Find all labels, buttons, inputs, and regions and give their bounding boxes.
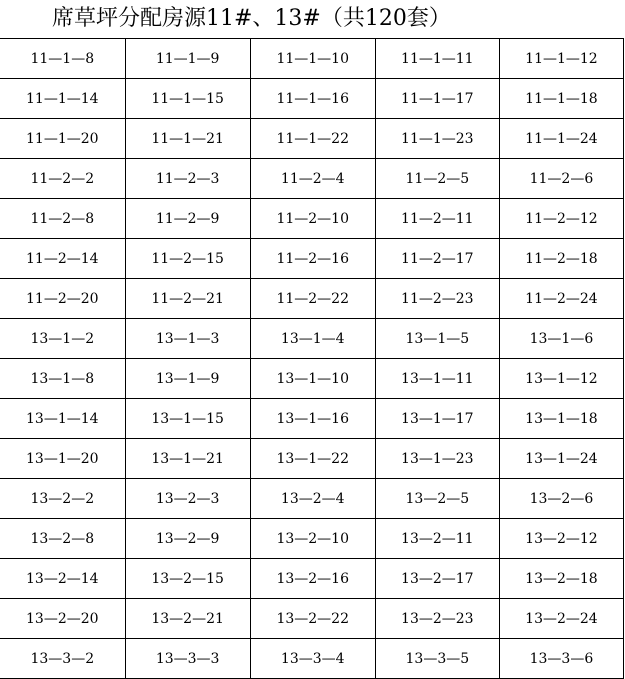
unit-cell: 13—2—16 bbox=[250, 559, 375, 599]
unit-cell: 13—2—2 bbox=[0, 479, 125, 519]
table-row bbox=[0, 399, 624, 439]
unit-cell: 11—1—22 bbox=[250, 119, 375, 159]
table-row bbox=[0, 199, 624, 239]
unit-cell: 13—3—3 bbox=[125, 639, 250, 679]
unit-cell: 13—2—15 bbox=[125, 559, 250, 599]
unit-cell: 11—1—18 bbox=[499, 79, 623, 119]
unit-cell: 11—1—11 bbox=[375, 39, 499, 79]
unit-cell: 13—1—21 bbox=[125, 439, 250, 479]
table-row bbox=[0, 599, 624, 639]
page-title: 席草坪分配房源11#、13#（共120套） bbox=[52, 6, 451, 31]
unit-cell: 13—1—12 bbox=[499, 359, 623, 399]
table-row bbox=[0, 119, 624, 159]
unit-cell: 11—2—5 bbox=[375, 159, 499, 199]
unit-cell: 11—2—3 bbox=[125, 159, 250, 199]
unit-cell: 11—2—12 bbox=[499, 199, 623, 239]
unit-cell: 11—1—14 bbox=[0, 79, 125, 119]
unit-cell: 13—1—17 bbox=[375, 399, 499, 439]
table-row bbox=[0, 39, 624, 79]
unit-cell: 11—1—16 bbox=[250, 79, 375, 119]
unit-cell: 11—2—11 bbox=[375, 199, 499, 239]
unit-cell: 13—1—14 bbox=[0, 399, 125, 439]
unit-cell: 13—1—2 bbox=[0, 319, 125, 359]
unit-cell: 13—1—22 bbox=[250, 439, 375, 479]
table-row bbox=[0, 79, 624, 119]
unit-cell: 11—2—10 bbox=[250, 199, 375, 239]
unit-cell: 11—2—22 bbox=[250, 279, 375, 319]
unit-cell: 13—1—4 bbox=[250, 319, 375, 359]
unit-cell: 13—2—9 bbox=[125, 519, 250, 559]
table-row bbox=[0, 639, 624, 679]
table-body bbox=[0, 39, 624, 679]
unit-cell: 13—2—3 bbox=[125, 479, 250, 519]
unit-cell: 11—1—15 bbox=[125, 79, 250, 119]
unit-cell: 11—1—9 bbox=[125, 39, 250, 79]
unit-cell: 11—1—10 bbox=[250, 39, 375, 79]
unit-cell: 11—2—23 bbox=[375, 279, 499, 319]
unit-cell: 11—2—20 bbox=[0, 279, 125, 319]
unit-cell: 11—2—15 bbox=[125, 239, 250, 279]
unit-cell: 11—2—4 bbox=[250, 159, 375, 199]
unit-cell: 13—1—11 bbox=[375, 359, 499, 399]
unit-cell: 11—1—24 bbox=[499, 119, 623, 159]
unit-cell: 13—2—23 bbox=[375, 599, 499, 639]
unit-cell: 13—2—24 bbox=[499, 599, 623, 639]
unit-cell: 11—2—21 bbox=[125, 279, 250, 319]
unit-cell: 13—1—20 bbox=[0, 439, 125, 479]
unit-cell: 13—2—4 bbox=[250, 479, 375, 519]
unit-cell: 11—1—20 bbox=[0, 119, 125, 159]
unit-cell: 13—2—11 bbox=[375, 519, 499, 559]
unit-cell: 13—2—12 bbox=[499, 519, 623, 559]
unit-cell: 11—1—21 bbox=[125, 119, 250, 159]
table-row bbox=[0, 439, 624, 479]
unit-cell: 13—1—16 bbox=[250, 399, 375, 439]
table-row bbox=[0, 519, 624, 559]
unit-cell: 11—1—17 bbox=[375, 79, 499, 119]
unit-cell: 11—2—8 bbox=[0, 199, 125, 239]
unit-cell: 13—1—15 bbox=[125, 399, 250, 439]
unit-cell: 11—2—18 bbox=[499, 239, 623, 279]
unit-cell: 13—1—8 bbox=[0, 359, 125, 399]
table-row bbox=[0, 559, 624, 599]
unit-cell: 13—2—17 bbox=[375, 559, 499, 599]
unit-cell: 13—2—8 bbox=[0, 519, 125, 559]
unit-cell: 13—3—2 bbox=[0, 639, 125, 679]
unit-cell: 11—2—16 bbox=[250, 239, 375, 279]
unit-cell: 13—2—14 bbox=[0, 559, 125, 599]
table-row bbox=[0, 239, 624, 279]
unit-cell: 13—1—5 bbox=[375, 319, 499, 359]
unit-cell: 13—1—10 bbox=[250, 359, 375, 399]
unit-cell: 11—2—2 bbox=[0, 159, 125, 199]
table-row bbox=[0, 279, 624, 319]
unit-cell: 13—1—9 bbox=[125, 359, 250, 399]
unit-cell: 13—1—18 bbox=[499, 399, 623, 439]
unit-cell: 11—2—14 bbox=[0, 239, 125, 279]
unit-cell: 11—1—23 bbox=[375, 119, 499, 159]
unit-cell: 13—2—20 bbox=[0, 599, 125, 639]
unit-cell: 11—2—17 bbox=[375, 239, 499, 279]
unit-cell: 13—1—23 bbox=[375, 439, 499, 479]
unit-cell: 11—1—8 bbox=[0, 39, 125, 79]
unit-cell: 11—2—9 bbox=[125, 199, 250, 239]
table-row bbox=[0, 479, 624, 519]
unit-cell: 13—2—18 bbox=[499, 559, 623, 599]
unit-cell: 13—1—6 bbox=[499, 319, 623, 359]
unit-cell: 13—2—10 bbox=[250, 519, 375, 559]
table-row bbox=[0, 359, 624, 399]
table-row bbox=[0, 159, 624, 199]
unit-cell: 11—2—24 bbox=[499, 279, 623, 319]
unit-cell: 13—1—3 bbox=[125, 319, 250, 359]
housing-allocation-table bbox=[0, 38, 624, 679]
unit-cell: 13—2—6 bbox=[499, 479, 623, 519]
unit-cell: 13—2—5 bbox=[375, 479, 499, 519]
unit-cell: 13—3—5 bbox=[375, 639, 499, 679]
unit-cell: 13—3—4 bbox=[250, 639, 375, 679]
unit-cell: 11—2—6 bbox=[499, 159, 623, 199]
unit-cell: 13—1—24 bbox=[499, 439, 623, 479]
unit-cell: 13—2—21 bbox=[125, 599, 250, 639]
table-row bbox=[0, 319, 624, 359]
unit-cell: 13—3—6 bbox=[499, 639, 623, 679]
unit-cell: 11—1—12 bbox=[499, 39, 623, 79]
unit-cell: 13—2—22 bbox=[250, 599, 375, 639]
